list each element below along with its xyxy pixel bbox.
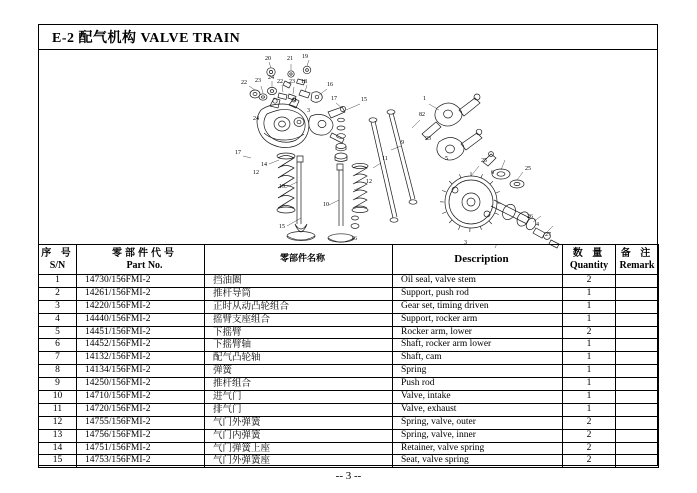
cell-part: 14220/156FMI-2 <box>77 300 205 313</box>
svg-text:11: 11 <box>382 156 388 162</box>
table-row <box>39 275 659 288</box>
header-remark <box>616 245 659 275</box>
cell-sn: 5 <box>39 326 77 339</box>
svg-text:15: 15 <box>361 97 367 103</box>
cell-part: 14756/156FMI-2 <box>77 429 205 442</box>
svg-text:21: 21 <box>287 56 293 62</box>
svg-text:22: 22 <box>241 80 247 86</box>
table-row <box>39 326 659 339</box>
svg-text:9: 9 <box>401 140 404 146</box>
cell-part: 14452/156FMI-2 <box>77 339 205 352</box>
table-row <box>39 287 659 300</box>
header-remark-en: Remark <box>619 259 655 271</box>
table-row <box>39 313 659 326</box>
cell-part: 14134/156FMI-2 <box>77 365 205 378</box>
cell-sn: 15 <box>39 455 77 468</box>
cell-remark <box>616 391 659 404</box>
cell-qty: 1 <box>563 287 616 300</box>
cell-qty: 2 <box>563 429 616 442</box>
page-title: E-2 配气机构 VALVE TRAIN <box>52 30 241 46</box>
svg-text:13: 13 <box>279 184 285 190</box>
table-row <box>39 391 659 404</box>
parts-table <box>38 244 659 468</box>
table-row <box>39 339 659 352</box>
cell-remark <box>616 416 659 429</box>
svg-text:23: 23 <box>425 136 431 142</box>
cell-sn: 10 <box>39 391 77 404</box>
table-row <box>39 378 659 391</box>
svg-text:10: 10 <box>323 202 329 208</box>
header-quantity <box>563 245 616 275</box>
header-sn <box>39 245 77 275</box>
cell-part: 14261/156FMI-2 <box>77 287 205 300</box>
header-sn-cn: 序 号 <box>41 247 74 259</box>
cell-remark <box>616 378 659 391</box>
header-desc-en: Description <box>454 252 509 265</box>
cell-sn: 11 <box>39 403 77 416</box>
cell-remark <box>616 339 659 352</box>
cell-sn: 6 <box>39 339 77 352</box>
cell-name-cn: 气门外弹簧 <box>205 416 393 429</box>
svg-text:23: 23 <box>289 79 295 85</box>
svg-text:3: 3 <box>464 240 467 246</box>
table-body <box>39 275 659 468</box>
table-row <box>39 416 659 429</box>
cell-qty: 1 <box>563 403 616 416</box>
cell-name-cn: 气门内弹簧 <box>205 429 393 442</box>
cell-qty: 1 <box>563 378 616 391</box>
section-title-bar <box>38 24 658 50</box>
cell-qty: 1 <box>563 300 616 313</box>
cell-name-cn: 配气凸轮轴 <box>205 352 393 365</box>
svg-text:4: 4 <box>536 222 539 228</box>
table-row <box>39 455 659 468</box>
svg-text:22: 22 <box>277 79 283 85</box>
cell-remark <box>616 287 659 300</box>
page-number: -- 3 -- <box>335 470 362 482</box>
cell-name-cn: 排气门 <box>205 403 393 416</box>
svg-text:19: 19 <box>302 54 308 60</box>
svg-text:18: 18 <box>301 79 307 85</box>
cell-part: 14755/156FMI-2 <box>77 416 205 429</box>
header-part-name <box>205 245 393 275</box>
cell-sn: 3 <box>39 300 77 313</box>
cell-desc: Valve, intake <box>393 391 563 404</box>
header-qty-cn: 数 量 <box>572 247 606 259</box>
svg-text:8: 8 <box>419 112 422 118</box>
svg-text:23: 23 <box>255 78 261 84</box>
cell-qty: 1 <box>563 352 616 365</box>
svg-text:16: 16 <box>351 236 357 242</box>
table-row <box>39 300 659 313</box>
cell-remark <box>616 429 659 442</box>
svg-text:16: 16 <box>327 82 333 88</box>
cell-qty: 1 <box>563 339 616 352</box>
cell-desc: Seat, valve spring <box>393 455 563 468</box>
table-row <box>39 365 659 378</box>
cell-remark <box>616 326 659 339</box>
cell-sn: 13 <box>39 429 77 442</box>
cell-sn: 7 <box>39 352 77 365</box>
table-row <box>39 429 659 442</box>
svg-text:1: 1 <box>423 96 426 102</box>
cell-desc: Shaft, rocker arm lower <box>393 339 563 352</box>
table-header <box>39 245 659 275</box>
cell-desc: Retainer, valve spring <box>393 442 563 455</box>
cell-sn: 8 <box>39 365 77 378</box>
cell-remark <box>616 352 659 365</box>
cell-desc: Shaft, cam <box>393 352 563 365</box>
cell-desc: Spring <box>393 365 563 378</box>
header-part-no <box>77 245 205 275</box>
cell-qty: 2 <box>563 326 616 339</box>
cell-name-cn: 进气门 <box>205 391 393 404</box>
svg-text:24: 24 <box>253 116 259 122</box>
cell-part: 14710/156FMI-2 <box>77 391 205 404</box>
cell-qty: 2 <box>563 442 616 455</box>
cell-desc: Gear set, timing driven <box>393 300 563 313</box>
header-sn-en: S/N <box>49 259 66 271</box>
cell-part: 14751/156FMI-2 <box>77 442 205 455</box>
cell-name-cn: 气门外弹簧座 <box>205 455 393 468</box>
cell-part: 14250/156FMI-2 <box>77 378 205 391</box>
cell-sn: 1 <box>39 275 77 288</box>
cell-name-cn: 推杆组合 <box>205 378 393 391</box>
cell-name-cn: 下摇臂 <box>205 326 393 339</box>
cell-desc: Support, rocker arm <box>393 313 563 326</box>
cell-name-cn: 弹簧 <box>205 365 393 378</box>
header-qty-en: Quantity <box>569 259 609 271</box>
svg-text:12: 12 <box>366 179 372 185</box>
table-row <box>39 442 659 455</box>
cell-sn: 9 <box>39 378 77 391</box>
cell-remark <box>616 313 659 326</box>
svg-text:7: 7 <box>494 244 497 250</box>
table-row <box>39 352 659 365</box>
svg-text:5: 5 <box>445 156 448 162</box>
header-name-cn: 零部件名称 <box>279 253 325 264</box>
cell-sn: 12 <box>39 416 77 429</box>
cell-desc: Rocker arm, lower <box>393 326 563 339</box>
cell-remark <box>616 403 659 416</box>
svg-text:6: 6 <box>491 170 494 176</box>
cell-qty: 2 <box>563 416 616 429</box>
cell-desc: Oil seal, valve stem <box>393 275 563 288</box>
svg-text:25: 25 <box>525 166 531 172</box>
cell-part: 14451/156FMI-2 <box>77 326 205 339</box>
cell-remark <box>616 275 659 288</box>
table-header-row <box>39 245 659 275</box>
svg-text:27: 27 <box>545 232 551 238</box>
cell-part: 14440/156FMI-2 <box>77 313 205 326</box>
cell-sn: 4 <box>39 313 77 326</box>
cell-name-cn: 挡油圈 <box>205 275 393 288</box>
cell-part: 14720/156FMI-2 <box>77 403 205 416</box>
table-row <box>39 403 659 416</box>
cell-desc: Spring, valve, outer <box>393 416 563 429</box>
cell-name-cn: 正时从动凸轮组合 <box>205 300 393 313</box>
header-part-en: Part No. <box>126 259 163 271</box>
cell-sn: 2 <box>39 287 77 300</box>
cell-qty: 1 <box>563 313 616 326</box>
header-description <box>393 245 563 275</box>
cell-name-cn: 气门弹簧上座 <box>205 442 393 455</box>
cell-name-cn: 下摇臂轴 <box>205 339 393 352</box>
cell-remark <box>616 455 659 468</box>
cell-qty: 2 <box>563 275 616 288</box>
svg-text:26: 26 <box>527 214 533 220</box>
header-part-cn: 零部件代号 <box>112 247 177 259</box>
cell-remark <box>616 365 659 378</box>
cell-desc: Support, push rod <box>393 287 563 300</box>
cell-qty: 1 <box>563 391 616 404</box>
svg-text:15: 15 <box>279 224 285 230</box>
svg-text:3: 3 <box>307 108 310 114</box>
header-remark-cn: 备 注 <box>620 247 654 259</box>
cell-part: 14132/156FMI-2 <box>77 352 205 365</box>
cell-name-cn: 摇臂支座组合 <box>205 313 393 326</box>
cell-desc: Valve, exhaust <box>393 403 563 416</box>
cell-part: 14730/156FMI-2 <box>77 275 205 288</box>
svg-text:17: 17 <box>331 96 337 102</box>
cell-remark <box>616 442 659 455</box>
cell-name-cn: 推杆导筒 <box>205 287 393 300</box>
cell-desc: Spring, valve, inner <box>393 429 563 442</box>
svg-text:14: 14 <box>261 162 267 168</box>
cell-desc: Push rod <box>393 378 563 391</box>
cell-qty: 2 <box>563 455 616 468</box>
cell-remark <box>616 300 659 313</box>
svg-text:24: 24 <box>268 75 274 81</box>
svg-text:20: 20 <box>265 56 271 62</box>
cell-sn: 14 <box>39 442 77 455</box>
svg-text:2: 2 <box>422 112 425 118</box>
exploded-diagram <box>39 50 657 250</box>
svg-text:25: 25 <box>481 158 487 164</box>
svg-text:17: 17 <box>235 150 241 156</box>
cell-qty: 1 <box>563 365 616 378</box>
svg-text:12: 12 <box>253 170 259 176</box>
cell-part: 14753/156FMI-2 <box>77 455 205 468</box>
